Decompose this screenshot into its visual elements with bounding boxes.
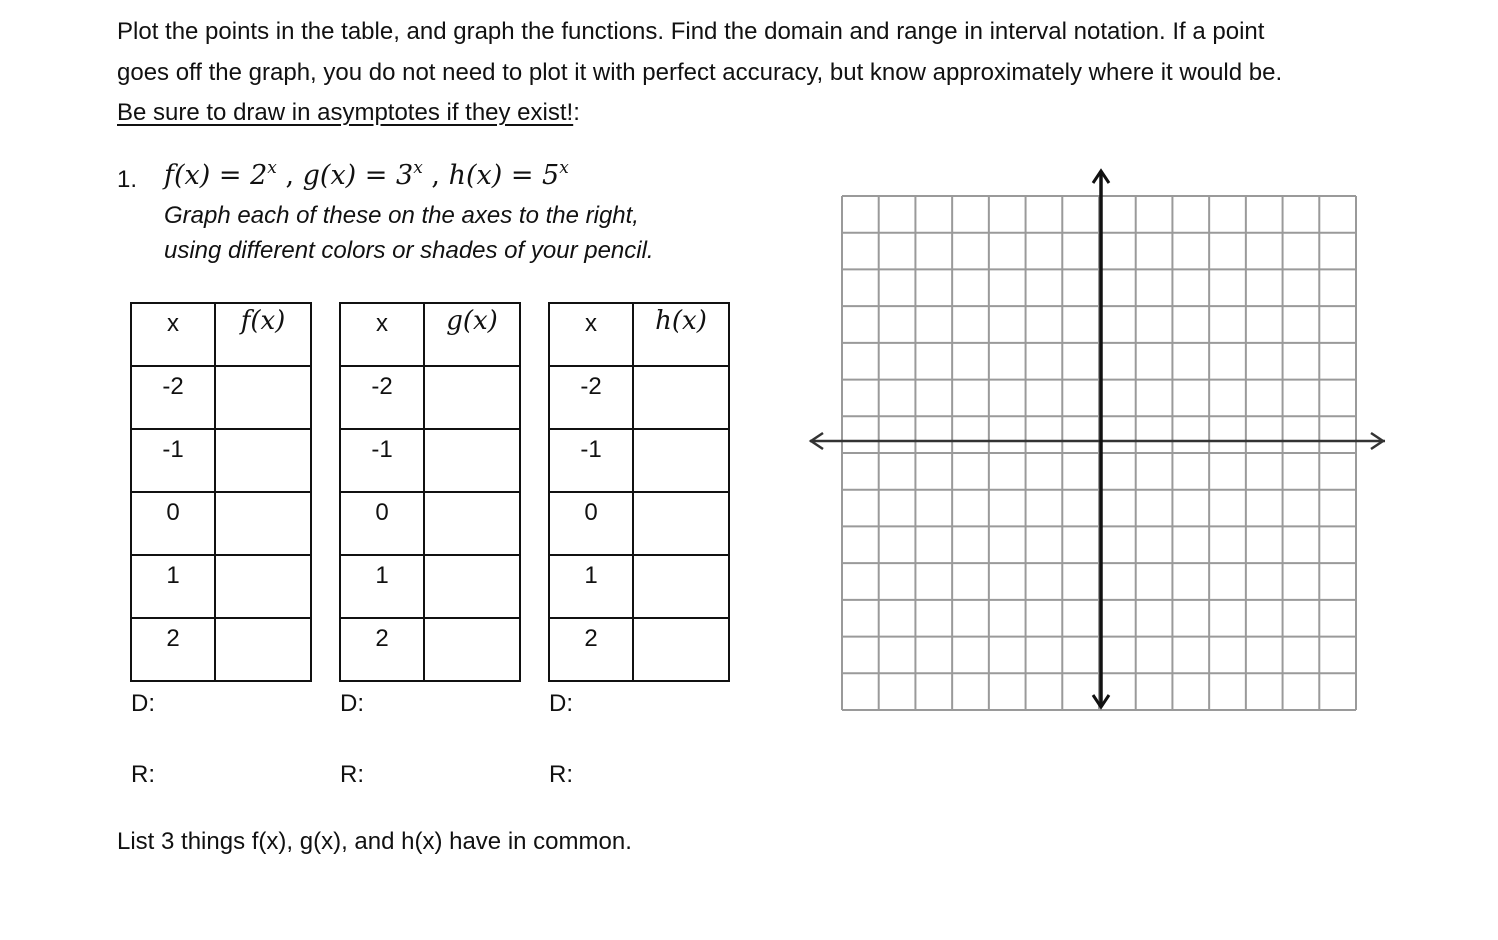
answer-cell[interactable] xyxy=(215,492,311,555)
g-domain-label: D: xyxy=(340,690,364,717)
x-value: 1 xyxy=(131,555,215,618)
separator-1: , xyxy=(285,160,295,191)
x-value: -1 xyxy=(340,429,424,492)
table-row xyxy=(340,429,520,492)
h-value-table xyxy=(548,302,730,682)
h-domain-label: D: xyxy=(549,690,573,717)
common-prompt: List 3 things f(x), g(x), and h(x) have in common. xyxy=(117,828,632,855)
x-value: -1 xyxy=(131,429,215,492)
table-row xyxy=(340,555,520,618)
f-range-label: R: xyxy=(131,761,155,788)
table-row xyxy=(131,492,311,555)
instructions-line-3 xyxy=(117,93,1457,134)
grid-lines xyxy=(842,196,1356,710)
f-value-table xyxy=(130,302,312,682)
direction-line-2: using different colors or shades of your pencil. xyxy=(164,237,654,264)
table-header-row xyxy=(131,303,311,366)
graphing-directions xyxy=(164,198,654,268)
h-exponent: x xyxy=(559,158,569,178)
direction-line-1: Graph each of these on the axes to the right, xyxy=(164,202,639,229)
g-header: g(x) xyxy=(424,303,520,366)
g-value-table xyxy=(339,302,521,682)
answer-cell[interactable] xyxy=(633,366,729,429)
answer-cell[interactable] xyxy=(215,429,311,492)
table-row xyxy=(549,366,729,429)
table-header-row xyxy=(340,303,520,366)
function-definitions xyxy=(164,158,569,191)
f-domain-label: D: xyxy=(131,690,155,717)
x-value: 1 xyxy=(549,555,633,618)
answer-cell[interactable] xyxy=(424,429,520,492)
instructions-line-2: goes off the graph, you do not need to plot it with perfect accuracy, but know approximately where it would be. xyxy=(117,58,1283,86)
problem-number: 1. xyxy=(117,166,138,193)
f-definition: f(x) = 2 xyxy=(164,160,268,191)
table-row xyxy=(549,429,729,492)
x-value: 0 xyxy=(131,492,215,555)
answer-cell[interactable] xyxy=(424,555,520,618)
h-definition: h(x) = 5 xyxy=(448,160,560,191)
answer-cell[interactable] xyxy=(633,555,729,618)
table-header-row xyxy=(549,303,729,366)
x-value: 0 xyxy=(340,492,424,555)
x-value: -2 xyxy=(131,366,215,429)
f-header: f(x) xyxy=(215,303,311,366)
table-row xyxy=(131,429,311,492)
x-header: x xyxy=(131,303,215,366)
x-value: 1 xyxy=(340,555,424,618)
table-row xyxy=(340,366,520,429)
x-value: 0 xyxy=(549,492,633,555)
table-row xyxy=(131,555,311,618)
asymptote-reminder: Be sure to draw in asymptotes if they exist! xyxy=(117,99,574,126)
table-row xyxy=(131,618,311,681)
answer-cell[interactable] xyxy=(424,492,520,555)
instructions xyxy=(117,12,1457,134)
separator-2: , xyxy=(431,160,440,191)
x-value: 2 xyxy=(549,618,633,681)
h-range-label: R: xyxy=(549,761,573,788)
table-row xyxy=(340,492,520,555)
f-exponent: x xyxy=(267,158,277,178)
x-header: x xyxy=(340,303,424,366)
table-row xyxy=(549,618,729,681)
x-value: 2 xyxy=(340,618,424,681)
table-row xyxy=(549,555,729,618)
answer-cell[interactable] xyxy=(424,618,520,681)
answer-cell[interactable] xyxy=(215,618,311,681)
answer-cell[interactable] xyxy=(633,429,729,492)
instructions-line-1: Plot the points in the table, and graph the functions. Find the domain and range in interval notation. If a point xyxy=(117,18,1265,45)
table-row xyxy=(131,366,311,429)
x-value: -1 xyxy=(549,429,633,492)
g-definition: g(x) = 3 xyxy=(302,160,414,191)
table-row xyxy=(340,618,520,681)
answer-cell[interactable] xyxy=(424,366,520,429)
h-header: h(x) xyxy=(633,303,729,366)
x-header: x xyxy=(549,303,633,366)
coordinate-grid[interactable] xyxy=(805,165,1390,715)
table-row xyxy=(549,492,729,555)
instructions-colon: : xyxy=(573,99,580,126)
x-value: 2 xyxy=(131,618,215,681)
answer-cell[interactable] xyxy=(633,492,729,555)
answer-cell[interactable] xyxy=(215,366,311,429)
g-range-label: R: xyxy=(340,761,364,788)
x-value: -2 xyxy=(549,366,633,429)
answer-cell[interactable] xyxy=(215,555,311,618)
g-exponent: x xyxy=(413,158,423,178)
answer-cell[interactable] xyxy=(633,618,729,681)
x-value: -2 xyxy=(340,366,424,429)
